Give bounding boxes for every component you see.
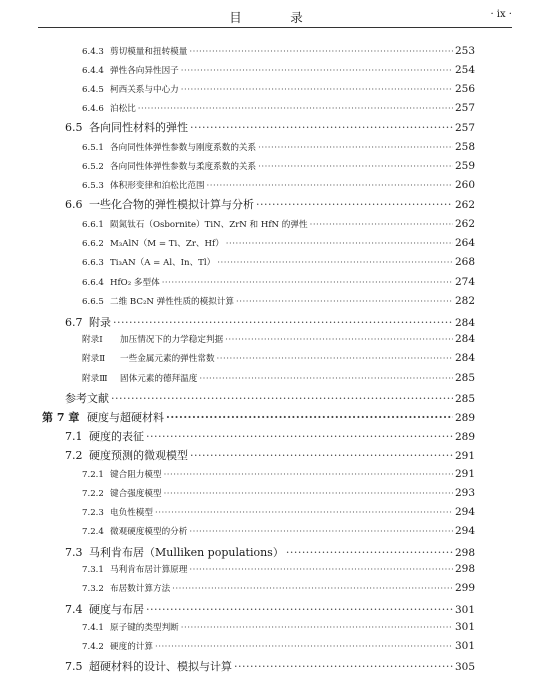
toc-entry-number: 7.3 [65,546,83,559]
toc-entry [65,119,475,135]
toc-entry-title: 各向同性材料的弹性 [89,121,188,134]
toc-entry-number: 6.7 [65,316,83,329]
toc-entry-title: 附录 [89,316,111,329]
dot-leader [189,565,453,575]
toc-entry [82,372,475,384]
dot-leader [146,603,453,616]
toc-entry-page: 305 [454,661,475,673]
toc-entry [65,658,475,674]
dot-leader [234,660,453,673]
toc-entry-page: 299 [454,582,475,594]
dot-leader [189,527,453,537]
toc-entry-number: 7.2.2 [82,489,104,499]
toc-entry-number: 7.4.1 [82,623,104,633]
dot-leader [138,104,453,114]
toc-entry [82,141,475,153]
toc-entry-number: 附录Ⅰ [82,335,103,345]
toc-entry-title: 马利肯布居（Mulliken populations） [89,546,284,559]
dot-leader [155,508,453,518]
toc-entry-page: 254 [454,64,475,76]
toc-entry-number: 6.4.6 [82,104,104,114]
toc-entry-page: 258 [454,141,475,153]
dot-leader [111,392,453,405]
toc-entry-page: 298 [454,563,475,575]
toc-entry-title: M₃AlN（M = Ti、Zr、Hf） [110,239,224,249]
toc-entry-title: 微观硬度模型的分析 [110,527,188,537]
toc-entry-number: 6.6 [65,198,83,211]
dot-leader [226,239,453,249]
toc-entry-page: 264 [454,237,475,249]
toc-entry-title: 弹性各向异性因子 [110,66,179,76]
toc-entry-number: 附录Ⅱ [82,354,106,364]
dot-leader [286,546,453,559]
dot-leader [256,198,453,211]
dot-leader [217,354,453,364]
toc-entry-page: 268 [454,256,475,268]
toc-entry-title: 各向同性体弹性参数与刚度系数的关系 [110,143,257,153]
dot-leader [258,143,453,153]
toc-entry-title: 一些金属元素的弹性常数 [120,354,215,364]
toc-entry [82,640,475,652]
dot-leader [310,220,453,230]
toc-entry [82,83,475,95]
toc-entry-title: 剪切模量和扭转模量 [110,47,188,57]
toc-entry-number: 7.2.3 [82,508,104,518]
toc-entry-number: 7.3.1 [82,565,104,575]
dot-leader [225,335,453,345]
toc-entry-number: 6.6.4 [82,278,104,288]
toc-entry-number: 7.1 [65,430,83,443]
toc-entry [65,447,475,463]
toc-entry-page: 260 [454,179,475,191]
toc-entry-title: 加压情况下的力学稳定判据 [120,335,224,345]
dot-leader [236,297,453,307]
toc-entry-title: 泊松比 [110,104,136,114]
toc-entry-page: 298 [454,547,475,559]
toc-entry-page: 293 [454,487,475,499]
toc-entry-number: 6.6.5 [82,297,104,307]
toc-entry-page: 301 [454,640,475,652]
toc-entry-page: 257 [454,122,475,134]
toc-entry [65,428,475,444]
toc-entry-number: 6.5.3 [82,181,104,191]
toc-entry-title: 参考文献 [65,392,109,405]
dot-leader [181,66,453,76]
toc-entry [65,196,475,212]
toc-entry-page: 253 [454,45,475,57]
toc-entry-title: 电负性模型 [110,508,153,518]
toc-entry-title: 硬度与超硬材料 [87,411,164,424]
dot-leader [190,121,453,134]
header-title: 目 录 [229,10,321,25]
toc-entry-number: 附录Ⅲ [82,374,108,384]
dot-leader [164,489,453,499]
toc-entry-number: 7.2.4 [82,527,104,537]
toc-entry-title: 原子键的类型判断 [110,623,179,633]
toc-entry-title: 固体元素的德拜温度 [120,374,198,384]
toc-entry-title: 硬度的计算 [110,642,153,652]
toc-entry-number: 7.4 [65,603,83,616]
toc-entry-number: 6.6.2 [82,239,104,249]
toc-entry [82,333,475,345]
toc-entry-title: Ti₃AN（A = Al、In、Tl） [110,258,216,268]
toc-entry-page: 262 [454,218,475,230]
toc-entry [65,544,475,560]
toc-entry [65,314,475,330]
toc-entry [42,409,475,425]
dot-leader [258,162,453,172]
toc-entry-title: 键合强度模型 [110,489,162,499]
toc-entry-number: 6.4.4 [82,66,104,76]
toc-entry [82,256,475,268]
dot-leader [155,642,453,652]
dot-leader [162,278,453,288]
header-rule [38,27,512,28]
toc-entry-title: 超硬材料的设计、模拟与计算 [89,660,232,673]
toc-entry-page: 301 [454,604,475,616]
toc-entry-title: 硬度预测的微观模型 [89,449,188,462]
toc-entry [82,487,475,499]
toc-entry [82,160,475,172]
toc-entry-page: 282 [454,295,475,307]
toc-entry-number: 7.3.2 [82,584,104,594]
dot-leader [207,181,453,191]
toc-entry-title: 马利肯布居计算原理 [110,565,188,575]
page-header [38,0,512,28]
toc-entry-page: 291 [454,468,475,480]
toc-entry-number: 7.5 [65,660,83,673]
toc-entry-page: 284 [454,352,475,364]
toc-entry-number: 7.2 [65,449,83,462]
toc-entry-title: 陨氮钛石（Osbornite）TiN、ZrN 和 HfN 的弹性 [110,220,308,230]
toc-entry-title: 二维 BC₂N 弹性性质的模拟计算 [110,297,235,307]
toc-entry [82,525,475,537]
toc-entry [82,563,475,575]
toc-entry-page: 284 [454,333,475,345]
toc-entry-page: 289 [454,412,475,424]
dot-leader [146,430,453,443]
toc-entry-page: 291 [454,450,475,462]
toc-entry [82,352,475,364]
toc-entry-page: 284 [454,317,475,329]
toc-entry-title: 键合阻力模型 [110,470,162,480]
toc-entry-number: 7.2.1 [82,470,104,480]
dot-leader [199,374,453,384]
header-page-number: · ix · [490,9,512,20]
toc-entry-page: 301 [454,621,475,633]
toc-entry-title: 体积形变律和泊松比范围 [110,181,205,191]
dot-leader [190,449,453,462]
toc-entry [82,582,475,594]
toc-entry [82,506,475,518]
toc-entry [65,390,475,406]
toc-entry [82,237,475,249]
toc-entry [82,218,475,230]
toc-entry-title: 布居数计算方法 [110,584,171,594]
toc-entry-page: 274 [454,276,475,288]
toc-entry-title: 柯西关系与中心力 [110,85,179,95]
toc-entry-page: 257 [454,102,475,114]
dot-leader [166,411,453,424]
toc-entry-title: 各向同性体弹性参数与柔度系数的关系 [110,162,257,172]
toc-entry-page: 294 [454,506,475,518]
dot-leader [172,584,453,594]
toc-entry [82,468,475,480]
toc-entry-number: 6.4.3 [82,47,104,57]
dot-leader [181,85,453,95]
toc-entry-page: 256 [454,83,475,95]
toc-entry [82,295,475,307]
toc-entry-number: 6.6.1 [82,220,104,230]
toc-entry-title: 硬度与布居 [89,603,144,616]
toc-entry-number: 6.4.5 [82,85,104,95]
dot-leader [217,258,453,268]
toc-entry-page: 285 [454,372,475,384]
toc-entry-page: 294 [454,525,475,537]
dot-leader [181,623,453,633]
toc-entry-page: 285 [454,393,475,405]
toc-entry [82,621,475,633]
toc-entry-title: 一些化合物的弹性模拟计算与分析 [89,198,254,211]
toc-entry [65,601,475,617]
toc-entry-page: 289 [454,431,475,443]
dot-leader [189,47,453,57]
toc-entry [82,45,475,57]
toc-entry-page: 262 [454,199,475,211]
toc-entry-title: HfO₂ 多型体 [110,278,160,288]
toc-entry [82,276,475,288]
toc-entry [82,179,475,191]
toc-entry-number: 6.6.3 [82,258,104,268]
toc-entry-title: 硬度的表征 [89,430,144,443]
toc-entry-number: 6.5.2 [82,162,104,172]
dot-leader [113,316,453,329]
toc-entry [82,102,475,114]
toc-entry-number: 7.4.2 [82,642,104,652]
toc-entry-number: 6.5 [65,121,83,134]
toc-entry-page: 259 [454,160,475,172]
dot-leader [164,470,453,480]
toc-entry [82,64,475,76]
toc-entry-number: 第 7 章 [42,411,80,424]
toc-entry-number: 6.5.1 [82,143,104,153]
